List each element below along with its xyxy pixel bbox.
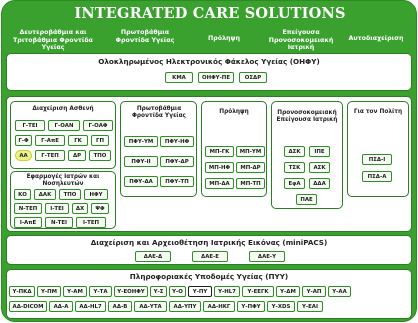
category-emergency: Επείγουσα Προνοσοκομειακή Ιατρική	[268, 29, 334, 51]
prevention-chip[interactable]: ΜΠ-ΔΡ	[236, 162, 265, 173]
prevention-chip[interactable]: ΜΠ-ΔΑ	[205, 178, 234, 189]
emergency-chip[interactable]: ΙΠΕ	[309, 146, 330, 157]
infra-chip[interactable]: ΑΔ-ΗΚΓ	[203, 301, 235, 312]
infra-chip[interactable]: ΑΔ-ΥΠΥ	[169, 301, 201, 312]
pacs-chip[interactable]: ΔΑΕ-Ε	[192, 251, 228, 262]
pacs-chip[interactable]: ΔΑΕ-Υ	[249, 251, 285, 262]
infra-chip[interactable]: Υ-ΕΑΙ	[297, 301, 323, 312]
infra-chip[interactable]: ΑΔ-HL7	[75, 301, 106, 312]
emergency-title: Προνοσοκομειακή Επείγουσα Ιατρική	[276, 110, 338, 123]
primary-care-chip[interactable]: ΠΦΥ-ΥΜ	[124, 136, 158, 147]
primary-care-chip[interactable]: ΠΦΥ-ΙΙ	[124, 156, 158, 167]
clinical-app-chip[interactable]: Ν-ΤΕΙ	[45, 217, 73, 228]
patient-chip-highlighted[interactable]: ΑΑ	[15, 150, 32, 161]
prevention-chip[interactable]: ΜΠ-ΤΠ	[236, 178, 265, 189]
pacs-panel	[6, 235, 412, 265]
clinical-app-chip[interactable]: ΤΠΟ	[59, 189, 81, 200]
emergency-chip[interactable]: ΤΣΚ	[284, 162, 305, 173]
infra-chip[interactable]: Υ-ΑΠ	[302, 286, 326, 297]
clinical-app-chip[interactable]: Ι-ΤΕΠ	[76, 217, 106, 228]
prevention-chip[interactable]: ΜΠ-ΗΦ	[205, 162, 234, 173]
clinical-app-chip[interactable]: Ι-ΤΕΙ	[45, 203, 69, 214]
primary-care-chip[interactable]: ΠΦΥ-ΔΑ	[124, 176, 158, 187]
patient-management-box	[10, 101, 116, 169]
infra-chip[interactable]: ΑΔ-DICOM	[9, 301, 47, 312]
primary-care-chip[interactable]: ΠΦΥ-ΔΡ	[160, 156, 194, 167]
prevention-chip[interactable]: ΜΠ-ΓΚ	[205, 146, 234, 157]
diagram-title: INTEGRATED CARE SOLUTIONS	[74, 5, 346, 22]
pacs-title: Διαχείριση και Αρχειοθέτηση Ιατρικής Εικόνας (miniPACS)	[90, 238, 328, 247]
ehr-chip[interactable]: ΟΗΦΥ-ΠΕ	[198, 72, 234, 83]
infra-chip[interactable]: ΑΔ-ΥΤΑ	[134, 301, 167, 312]
infra-chip[interactable]: Υ-XDS	[267, 301, 295, 312]
primary-care-title: Πρωτοβάθμια Φροντίδα Υγείας	[131, 106, 186, 119]
primary-care-chip[interactable]: ΠΦΥ-ΗΦ	[160, 136, 194, 147]
clinical-apps-title: Εφαρμογές Ιατρών και Νοσηλευτών	[26, 174, 100, 187]
prevention-chip[interactable]: ΜΠ-ΥΜ	[236, 146, 265, 157]
patient-chip[interactable]: ΔΡ	[68, 150, 86, 161]
emergency-chip[interactable]: ΔΣΚ	[284, 146, 305, 157]
patient-chip[interactable]: ΓΠ	[91, 135, 109, 146]
patient-chip[interactable]: Γ-ΤΕΙ	[15, 120, 45, 131]
clinical-app-chip[interactable]: ΔΧ	[72, 203, 88, 214]
ehr-panel	[6, 53, 412, 91]
patient-chip[interactable]: Γ-ΤΕΠ	[35, 150, 65, 161]
clinical-apps-box	[10, 171, 116, 229]
emergency-box	[271, 101, 343, 209]
patient-chip[interactable]: Γ-Φ	[15, 135, 32, 146]
patient-chip[interactable]: Γ-ΟΑΦ	[83, 120, 113, 131]
infra-chip[interactable]: Υ-ΕΟΗΦΥ	[114, 286, 148, 297]
clinical-app-chip[interactable]: Ν-ΤΕΠ	[14, 203, 42, 214]
emergency-chip[interactable]: ΔΔΑ	[309, 178, 330, 189]
infra-chip[interactable]: Υ-ΑΜ	[63, 286, 87, 297]
services-panel	[6, 96, 412, 232]
infra-chip[interactable]: Υ-ΑΑ	[328, 286, 351, 297]
ehr-chip[interactable]: ΟΣΔΡ	[239, 72, 267, 83]
clinical-app-chip[interactable]: Ι-ΑπΕ	[14, 217, 42, 228]
infra-chip[interactable]: Υ-Σ	[150, 286, 167, 297]
clinical-app-chip[interactable]: ΔΑΚ	[34, 189, 56, 200]
patient-chip[interactable]: Γ-ΑπΕ	[35, 135, 65, 146]
infra-chip[interactable]: ΑΔ-Β	[108, 301, 132, 312]
clinical-app-chip[interactable]: ΗΦΥ	[84, 189, 108, 200]
citizen-chip[interactable]: ΠΣΔ-Ι	[362, 154, 392, 165]
prevention-title: Πρόληψη	[219, 109, 249, 115]
clinical-app-chip[interactable]: ΚΟ	[14, 189, 31, 200]
infra-chip[interactable]: Υ-ΠΜ	[37, 286, 61, 297]
infra-chip[interactable]: Υ-HL7	[214, 286, 240, 297]
infra-chip[interactable]: Υ-ΤΑ	[89, 286, 112, 297]
patient-chip[interactable]: ΤΠΟ	[89, 150, 111, 161]
infrastructure-title: Πληροφοριακές Υποδομές Υγείας (ΠΥΥ)	[129, 272, 289, 281]
patient-chip[interactable]: Γ-ΟΑΝ	[48, 120, 80, 131]
infra-chip[interactable]: Υ-Ο	[169, 286, 186, 297]
citizen-title: Για τον Πολίτη	[353, 109, 403, 115]
clinical-app-chip[interactable]: ΨΦ	[91, 203, 109, 214]
integrated-care-frame	[1, 0, 417, 322]
primary-care-box	[120, 101, 197, 197]
infra-chip[interactable]: Υ-ΔΜ	[276, 286, 300, 297]
infra-chip[interactable]: Υ-ΠΦΥ	[237, 301, 265, 312]
category-secondary: Δευτεροβάθμια και Τριτοβάθμια Φροντίδα Υγείας	[13, 29, 93, 51]
infrastructure-panel	[6, 269, 412, 319]
patient-management-title: Διαχείριση Ασθενή	[32, 106, 94, 112]
emergency-chip[interactable]: ΕφΑ	[284, 178, 305, 189]
prevention-box	[201, 101, 267, 197]
category-selfcare: Αυτοδιαχείριση	[348, 35, 404, 42]
emergency-chip[interactable]: ΑΣΚ	[309, 162, 330, 173]
patient-chip[interactable]: ΓΚ	[68, 135, 88, 146]
infra-chip[interactable]: ΑΔ-Α	[49, 301, 73, 312]
category-prevention: Πρόληψη	[207, 35, 241, 42]
infra-chip[interactable]: Υ-ΠΚΔ	[9, 286, 35, 297]
citizen-chip[interactable]: ΠΣΔ-Α	[362, 171, 392, 182]
pacs-chip[interactable]: ΔΑΕ-Δ	[135, 251, 171, 262]
category-primary: Πρωτοβάθμια Φροντίδα Υγείας	[115, 29, 175, 44]
infra-chip-selected[interactable]: Υ-ΠΥ	[188, 286, 212, 297]
emergency-chip[interactable]: ΠΑΕ	[296, 194, 317, 205]
ehr-title: Ολοκληρωμένος Ηλεκτρονικός Φάκελος Υγείας (ΟΗΦΥ)	[98, 57, 320, 66]
citizen-box	[347, 101, 409, 197]
primary-care-chip[interactable]: ΠΦΥ-ΤΠ	[160, 176, 194, 187]
ehr-chip[interactable]: ΚΜΑ	[165, 72, 193, 83]
infra-chip[interactable]: Υ-ΕΕΓΚ	[242, 286, 274, 297]
